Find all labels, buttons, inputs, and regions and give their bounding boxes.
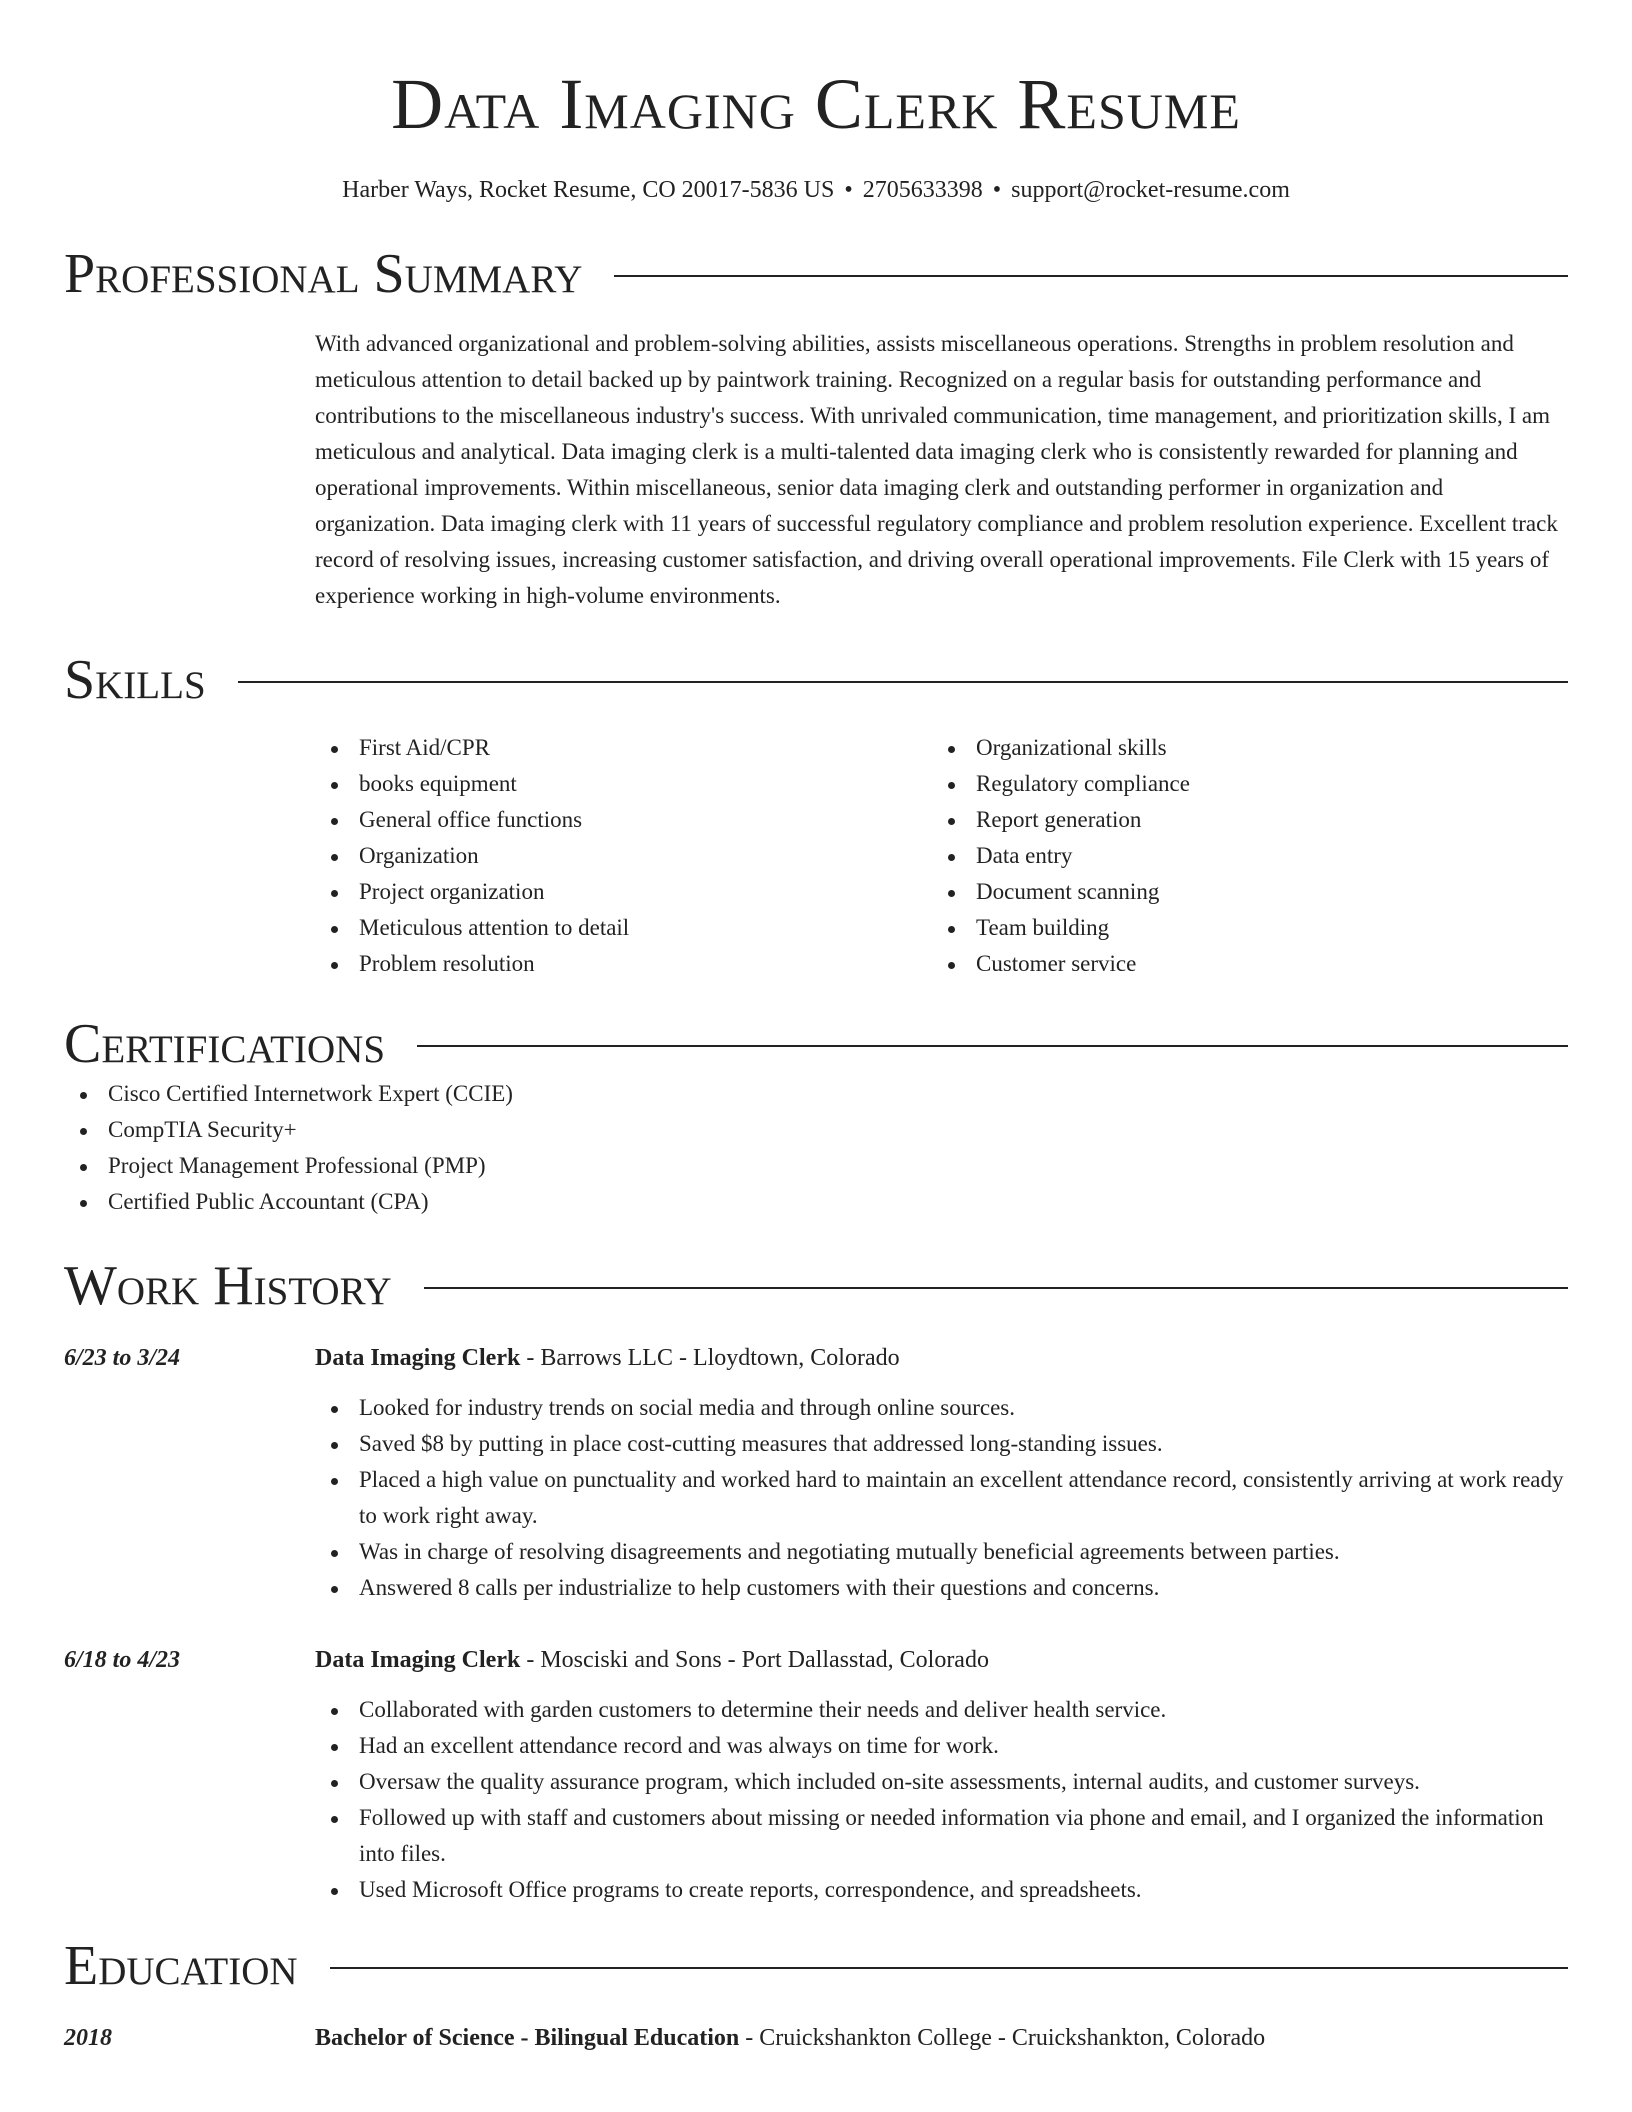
section-divider [424,1287,1568,1289]
education-entry [64,2020,1568,2056]
contact-line [64,174,1568,206]
job-title: Data Imaging Clerk [315,1345,521,1371]
section-header-certifications [64,1012,1568,1076]
job-duties [315,1692,1568,1908]
skill-item: Team building [932,910,1549,946]
skill-item: Customer service [932,946,1549,982]
job-entry [64,1642,1568,1908]
certification-item: Project Management Professional (PMP) [64,1148,1568,1184]
certification-item: Cisco Certified Internetwork Expert (CCIE) [64,1076,1568,1112]
job-title-line [315,1642,989,1678]
section-title-certifications: Certifications [64,1013,386,1075]
job-dates: 6/18 to 4/23 [64,1647,181,1673]
section-divider [614,275,1568,277]
skill-item: First Aid/CPR [315,730,932,766]
job-entry [64,1340,1568,1606]
contact-email: support@rocket-resume.com [1011,177,1290,203]
skill-item: Regulatory compliance [932,766,1549,802]
job-duty-item: Answered 8 calls per industrialize to help customers with their questions and concerns. [315,1570,1568,1606]
job-dates: 6/23 to 3/24 [64,1345,181,1371]
skill-item: Organization [315,838,932,874]
contact-separator: • [992,177,1002,203]
education-school: - Cruickshankton College - Cruickshankton, Colorado [739,2025,1266,2051]
section-header-summary [64,242,1568,306]
section-header-work-history [64,1254,1568,1318]
skills-column-right [932,730,1549,982]
section-divider [417,1045,1568,1047]
skill-item: books equipment [315,766,932,802]
education-degree: Bachelor of Science - Bilingual Education [315,2025,740,2051]
section-header-education [64,1934,1568,1998]
contact-separator: • [844,177,853,203]
job-title-line [315,1340,900,1376]
skill-item: Report generation [932,802,1549,838]
section-header-skills [64,648,1568,712]
job-employer: - Barrows LLC - Lloydtown, Colorado [520,1345,900,1371]
skill-item: General office functions [315,802,932,838]
skill-item: Document scanning [932,874,1549,910]
job-employer: - Mosciski and Sons - Port Dallasstad, Colorado [520,1647,989,1673]
job-header [64,1340,1568,1376]
job-duty-item: Used Microsoft Office programs to create reports, correspondence, and spreadsheets. [315,1872,1568,1908]
job-duty-item: Had an excellent attendance record and was always on time for work. [315,1728,1568,1764]
section-divider [238,681,1568,683]
certification-item: Certified Public Accountant (CPA) [64,1184,1568,1220]
certifications-list [64,1076,1568,1220]
section-title-education: Education [64,1935,298,1997]
skill-item: Organizational skills [932,730,1549,766]
skill-item: Data entry [932,838,1549,874]
job-duty-item: Followed up with staff and customers about missing or needed information via phone and email, and I organized the information into files. [315,1800,1568,1872]
section-title-skills: Skills [64,649,206,711]
summary-text: With advanced organizational and problem-solving abilities, assists miscellaneous operations. Strengths in problem resolution and meticulous attention to detail backed up by paintwork training. Recognized on a regular basis for outstanding performance and contributions to the miscellaneous industry's success. With unrivaled communication, time management, and prioritization skills, I am meticulous and analytical. Data imaging clerk is a multi-talented data imaging clerk who is consistently rewarded for planning and operational improvements. Within miscellaneous, senior data imaging clerk and outstanding performer in organization and organization. Data imaging clerk with 11 years of successful regulatory compliance and problem resolution experience. Excellent track record of resolving issues, increasing customer satisfaction, and driving overall operational improvements. File Clerk with 15 years of experience working in high-volume environments. [315,331,1558,608]
education-year: 2018 [64,2025,112,2051]
job-duty-item: Saved $8 by putting in place cost-cutting measures that addressed long-standing issues. [315,1426,1568,1462]
skills-column-left [315,730,932,982]
job-title: Data Imaging Clerk [315,1647,521,1673]
job-duty-item: Was in charge of resolving disagreements and negotiating mutually beneficial agreements between parties. [315,1534,1568,1570]
skill-item: Problem resolution [315,946,932,982]
skills-list [315,730,1568,982]
job-duty-item: Collaborated with garden customers to determine their needs and deliver health service. [315,1692,1568,1728]
job-duty-item: Placed a high value on punctuality and worked hard to maintain an excellent attendance record, consistently arriving at work ready to work right away. [315,1462,1568,1534]
job-duty-item: Oversaw the quality assurance program, which included on-site assessments, internal audits, and customer surveys. [315,1764,1568,1800]
certification-item: CompTIA Security+ [64,1112,1568,1148]
contact-address: Harber Ways, Rocket Resume, CO 20017-5836 US [342,177,835,203]
section-title-work-history: Work History [64,1255,392,1317]
resume-title: Data Imaging Clerk Resume [391,64,1241,144]
section-divider [330,1967,1568,1969]
skill-item: Meticulous attention to detail [315,910,932,946]
contact-phone: 2705633398 [862,177,983,203]
skill-item: Project organization [315,874,932,910]
section-title-summary: Professional Summary [64,243,583,305]
education-details [315,2020,1265,2056]
job-duties [315,1390,1568,1606]
job-header [64,1642,1568,1678]
job-duty-item: Looked for industry trends on social media and through online sources. [315,1390,1568,1426]
